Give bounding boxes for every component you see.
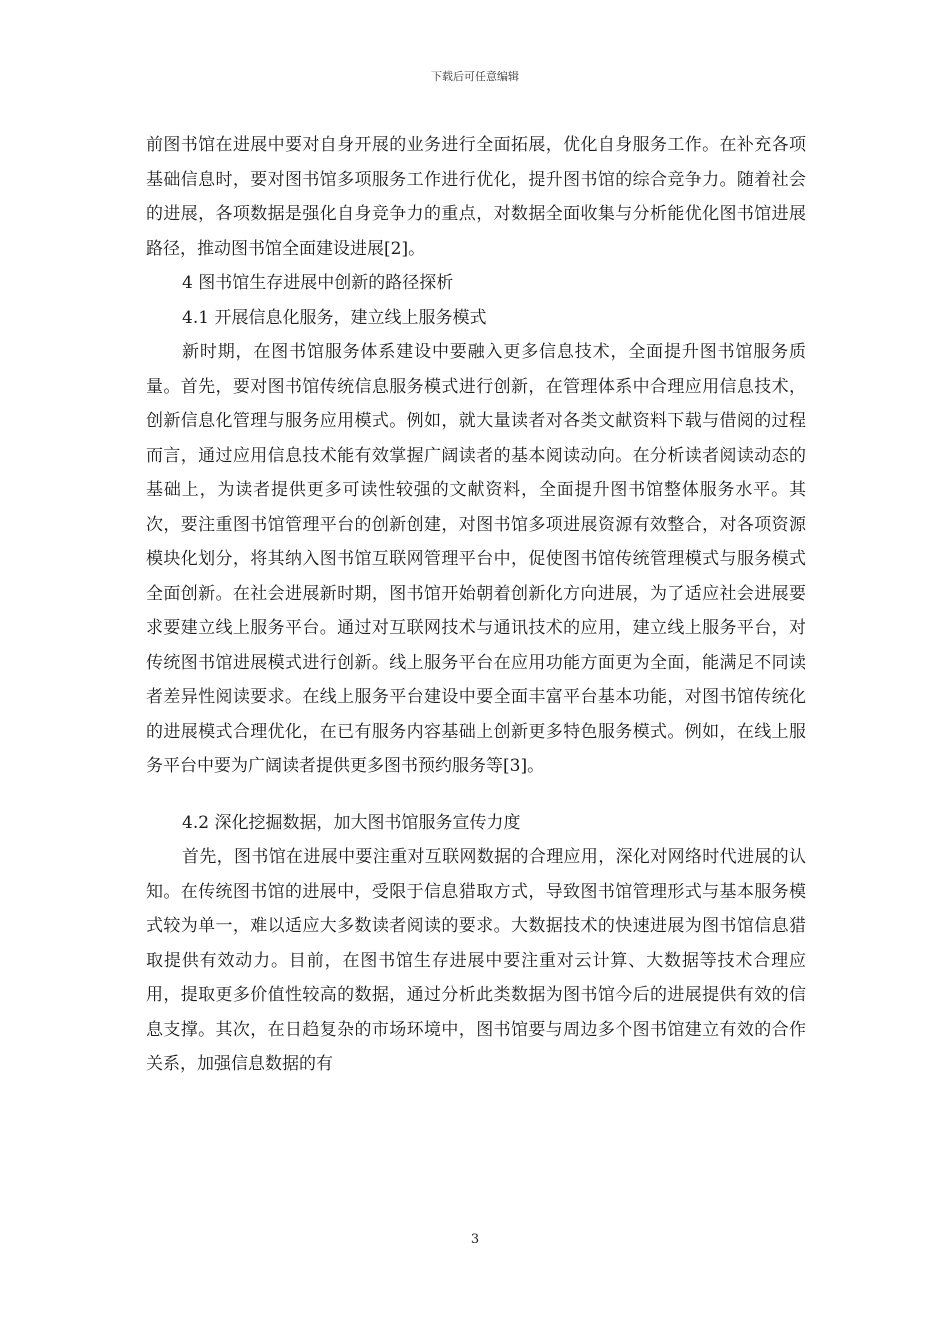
paragraph-4-2-body: 首先，图书馆在进展中要注重对互联网数据的合理应用，深化对网络时代进展的认知。在传统图书馆的进展中，受限于信息猎取方式，导致图书馆管理形式与基本服务模式较为单一，难以适应大多数读者阅读的要求。大数据技术的快速进展为图书馆信息猎取提供有效动力。目前，在图书馆生存进展中要注重对云计算、大数据等技术合理应用，提取更多价值性较高的数据，通过分析此类数据为图书馆今后的进展提供有效的信息支撑。其次，在日趋复杂的市场环境中，图书馆要与周边多个图书馆建立有效的合作关系，加强信息数据的有 <box>146 847 806 1074</box>
page-header: 下载后可任意编辑 <box>431 70 519 83</box>
section-heading-4: 4 图书馆生存进展中创新的路径探析 <box>182 273 454 293</box>
document-body <box>146 128 806 1082</box>
paragraph-continuation: 前图书馆在进展中要对自身开展的业务进行全面拓展，优化自身服务工作。在补充各项基础信息时，要对图书馆多项服务工作进行优化，提升图书馆的综合竞争力。随着社会的进展，各项数据是强化自身竞争力的重点，对数据全面收集与分析能优化图书馆进展路径，推动图书馆全面建设进展[2]。 <box>146 135 806 259</box>
page-number: 3 <box>470 1232 480 1247</box>
subsection-heading-4-2: 4.2 深化挖掘数据，加大图书馆服务宣传力度 <box>182 812 521 833</box>
paragraph-spacer <box>146 784 806 806</box>
paragraph-4-1-body: 新时期，在图书馆服务体系建设中要融入更多信息技术，全面提升图书馆服务质量。首先，要对图书馆传统信息服务模式进行创新，在管理体系中合理应用信息技术，创新信息化管理与服务应用模式。例如，就大量读者对各类文献资料下载与借阅的过程而言，通过应用信息技术能有效掌握广阔读者的基本阅读动向。在分析读者阅读动态的基础上，为读者提供更多可读性较强的文献资料，全面提升图书馆整体服务水平。其次，要注重图书馆管理平台的创新创建，对图书馆多项进展资源有效整合，对各项资源模块化划分，将其纳入图书馆互联网管理平台中，促使图书馆传统管理模式与服务模式全面创新。在社会进展新时期，图书馆开始朝着创新化方向进展，为了适应社会进展要求要建立线上服务平台。通过对互联网技术与通讯技术的应用，建立线上服务平台，对传统图书馆进展模式进行创新。线上服务平台在应用功能方面更为全面，能满足不同读者差异性阅读要求。在线上服务平台建设中要全面丰富平台基本功能，对图书馆传统化的进展模式合理优化，在已有服务内容基础上创新更多特色服务模式。例如，在线上服务平台中要为广阔读者提供更多图书预约服务等[3]。 <box>146 342 806 776</box>
subsection-heading-4-1: 4.1 开展信息化服务，建立线上服务模式 <box>182 307 487 328</box>
